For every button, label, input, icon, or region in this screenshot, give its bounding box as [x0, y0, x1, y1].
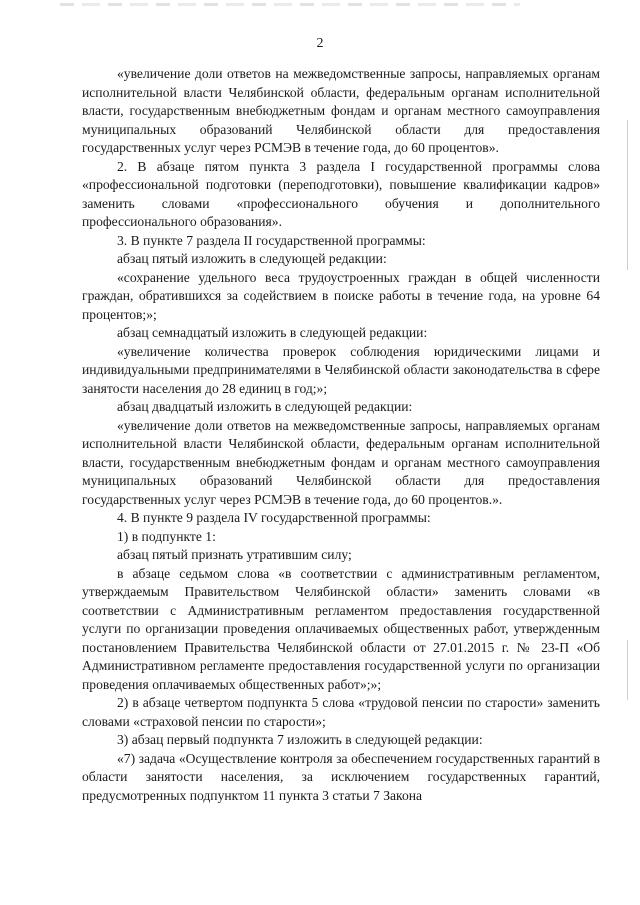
- paragraph-subitem-2: 2) в абзаце четвертом подпункта 5 слова «трудовой пенсии по старости» заменить словами «страховой пенсии по старости»;: [82, 695, 600, 729]
- page-number: 2: [316, 36, 324, 51]
- scan-artifact-right-edge: [627, 120, 628, 270]
- paragraph-quote-inspections: «увеличение количества проверок соблюдения юридическими лицами и индивидуальными предпринимателями в Челябинской области законодательства в сфере занятости населения до 28 единиц в год;»;: [82, 343, 600, 396]
- paragraph-abzac-20-heading: абзац двадцатый изложить в следующей редакции:: [117, 399, 413, 414]
- document-body: [82, 65, 600, 805]
- paragraph-quote-share-of-responses: «увеличение доли ответов на межведомственные запросы, направляемых органам исполнительной власти Челябинской области, федеральным органам исполнительной власти, государственным внебюджетным фондам и органам местного самоуправления муниципальных образований Челябинской области для предоставления государственных услуг через РСМЭВ в течение года, до 60 процентов».: [82, 66, 600, 155]
- paragraph-abzac-5-heading: абзац пятый изложить в следующей редакции:: [117, 251, 387, 266]
- paragraph-abzac-7-replace: в абзаце седьмом слова «в соответствии с административным регламентом, утверждаемым Правительством Челябинской области» заменить словами «в соответствии с Административным регламентом предоставления государственной услуги по организации проведения оплачиваемых общественных работ, утвержденным постановлением Правительства Челябинской области от 27.01.2015 г. № 23-П «Об Административном регламенте предоставления государственной услуги по организации проведения оплачиваемых общественных работ»;»;: [82, 565, 600, 692]
- paragraph-item-4: 4. В пункте 9 раздела IV государственной программы:: [117, 510, 431, 525]
- paragraph-abzac-5-void: абзац пятый признать утратившим силу;: [117, 547, 352, 562]
- scan-artifact-top: [60, 3, 520, 6]
- paragraph-quote-employment-share: «сохранение удельного веса трудоустроенных граждан в общей численности граждан, обратившихся за содействием в поиске работы в течение года, на уровне 64 процентов;»;: [82, 269, 600, 322]
- paragraph-abzac-17-heading: абзац семнадцатый изложить в следующей редакции:: [117, 325, 428, 340]
- paragraph-subitem-1: 1) в подпункте 1:: [117, 528, 216, 544]
- paragraph-item-2: 2. В абзаце пятом пункта 3 раздела I государственной программы слова «профессиональной подготовки (переподготовки), повышение квалификации кадров» заменить словами «профессионального обучения и дополнительного профессионального образования».: [82, 158, 600, 229]
- paragraph-item-3: 3. В пункте 7 раздела II государственной программы:: [117, 232, 426, 248]
- paragraph-task-7: «7) задача «Осуществление контроля за обеспечением государственных гарантий в области занятости населения, за исключением государственных гарантий, предусмотренных подпунктом 11 пункта 3 статьи 7 Закона: [82, 750, 600, 803]
- scan-artifact-right-edge-lower: [627, 640, 628, 700]
- paragraph-quote-share-of-responses-2: «увеличение доли ответов на межведомственные запросы, направляемых органам исполнительной власти Челябинской области, федеральным органам исполнительной власти, государственным внебюджетным фондам и органам местного самоуправления муниципальных образований Челябинской области для предоставления государственных услуг через РСМЭВ в течение года, до 60 процентов.».: [82, 417, 600, 507]
- paragraph-subitem-3: 3) абзац первый подпункта 7 изложить в следующей редакции:: [117, 732, 483, 747]
